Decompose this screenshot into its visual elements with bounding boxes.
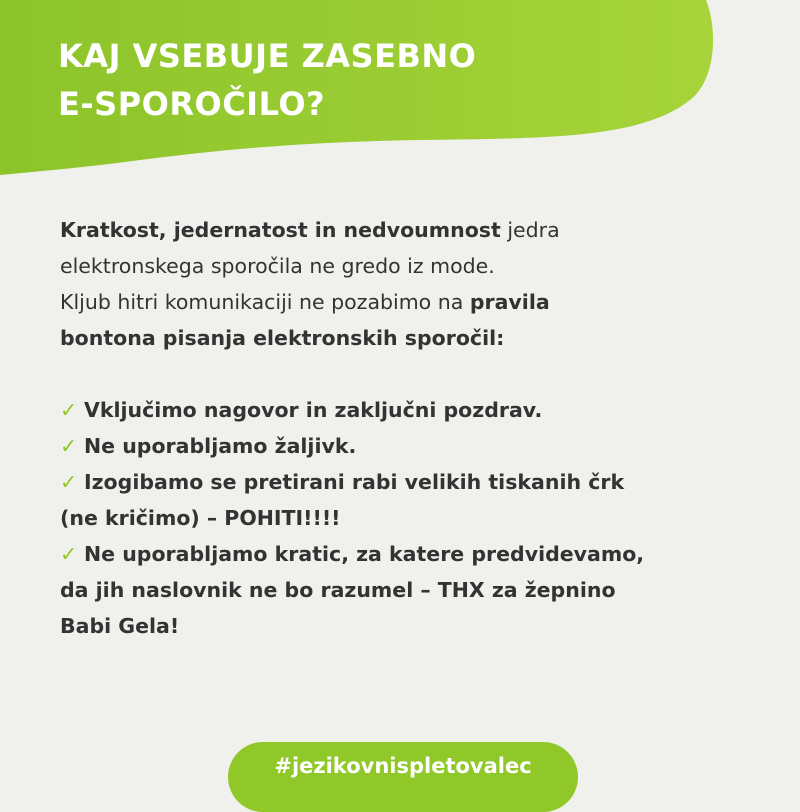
rule-item-continuation xyxy=(60,572,760,608)
intro-paragraph xyxy=(60,212,760,356)
rule-item xyxy=(60,428,760,464)
rule-text: Vključimo nagovor in zaključni pozdrav. xyxy=(84,398,543,422)
checkmark-icon: ✓ xyxy=(60,542,78,566)
rule-text: Ne uporabljamo kratic, za katere predvidevamo, xyxy=(84,542,645,566)
rule-item-continuation xyxy=(60,500,760,536)
intro-line-4: bontona pisanja elektronskih sporočil: xyxy=(60,326,505,350)
rule-item xyxy=(60,392,760,428)
intro-bold-phrase: Kratkost, jedernatost in nedvoumnost xyxy=(60,218,501,242)
rule-item-continuation xyxy=(60,608,760,644)
intro-line-3 xyxy=(60,284,760,320)
intro-line-1 xyxy=(60,212,760,248)
page-title xyxy=(58,32,476,128)
rule-item xyxy=(60,464,760,500)
intro-bold-phrase: pravila xyxy=(469,290,550,314)
rule-text: Izogibamo se pretirani rabi velikih tiskanih črk xyxy=(84,470,625,494)
title-line-2: E-SPOROČILO? xyxy=(58,85,326,123)
intro-text: Kljub hitri komunikaciji ne pozabimo na xyxy=(60,290,470,314)
intro-line-2: elektronskega sporočila ne gredo iz mode. xyxy=(60,254,495,278)
checkmark-icon: ✓ xyxy=(60,470,78,494)
hashtag-label: #jezikovnispletovalec xyxy=(274,754,532,778)
rules-list xyxy=(60,392,760,644)
rule-item xyxy=(60,536,760,572)
rule-text: da jih naslovnik ne bo razumel – THX za žepnino xyxy=(60,578,616,602)
rule-text: Babi Gela! xyxy=(60,614,180,638)
intro-text: jedra xyxy=(500,218,560,242)
content xyxy=(60,212,760,644)
title-line-1: KAJ VSEBUJE ZASEBNO xyxy=(58,37,477,75)
checkmark-icon: ✓ xyxy=(60,434,78,458)
rule-text: (ne kričimo) – POHITI!!!! xyxy=(60,506,341,530)
rule-text: Ne uporabljamo žaljivk. xyxy=(84,434,357,458)
checkmark-icon: ✓ xyxy=(60,398,78,422)
